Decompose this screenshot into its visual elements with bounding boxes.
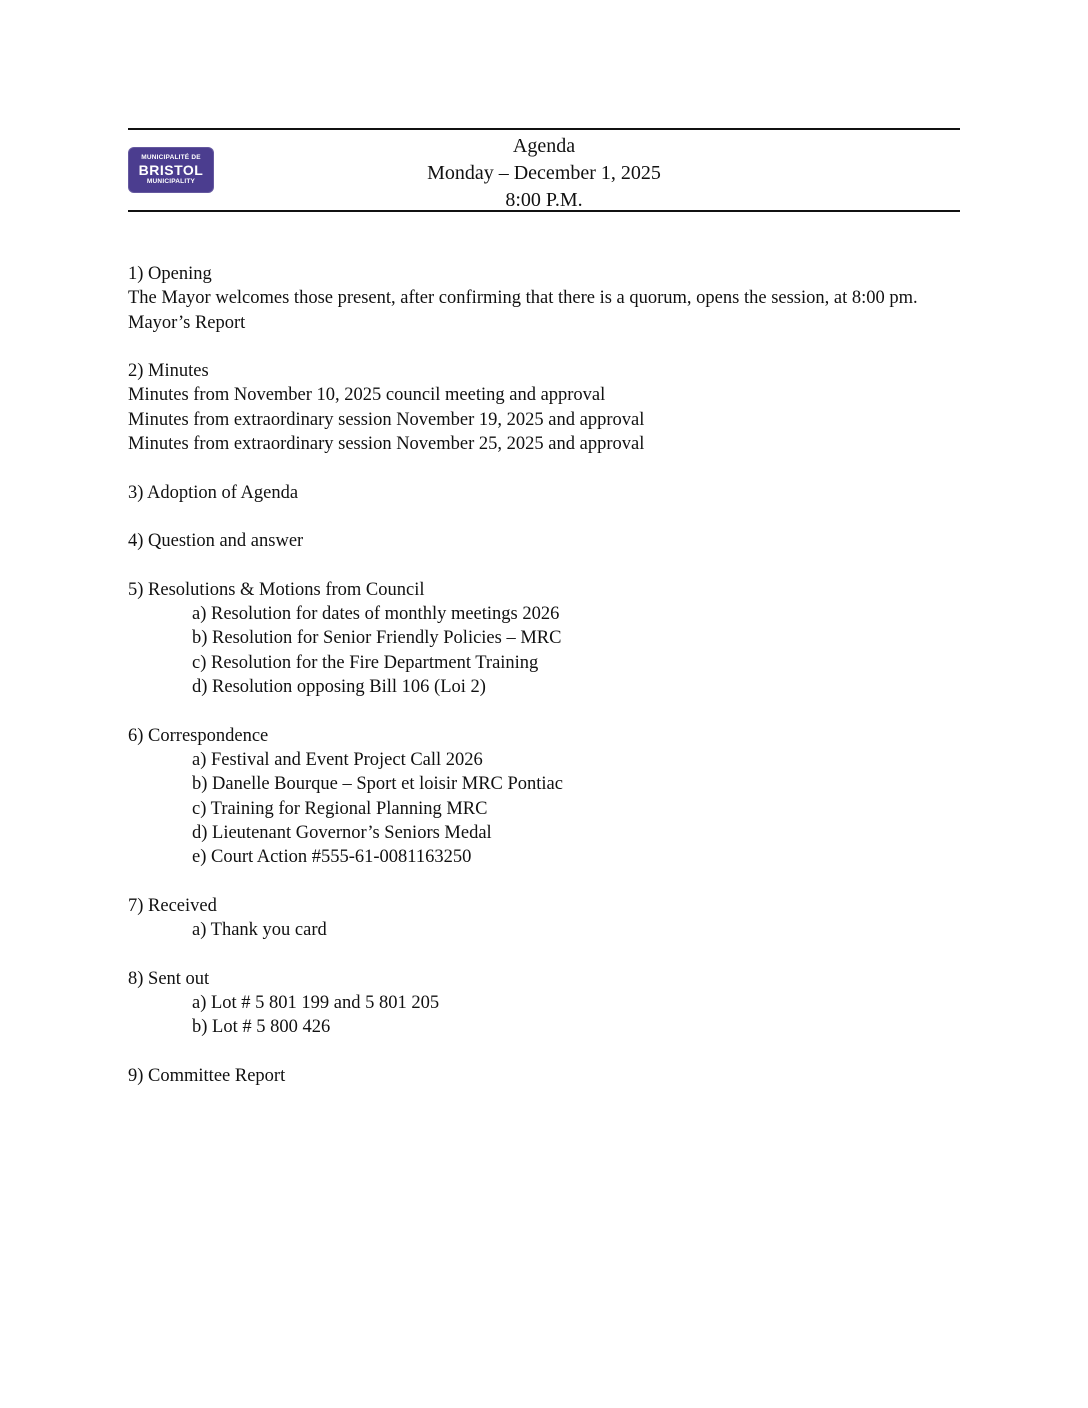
list-item: a) Festival and Event Project Call 2026 bbox=[192, 749, 483, 770]
section-heading: 2) Minutes bbox=[128, 361, 209, 382]
list-item: b) Danelle Bourque – Sport et loisir MRC Pontiac bbox=[192, 774, 563, 795]
section-heading: 3) Adoption of Agenda bbox=[128, 482, 299, 503]
list-item: c) Training for Regional Planning MRC bbox=[192, 798, 488, 819]
logo-line-3: MUNICIPALITY bbox=[146, 178, 196, 185]
list-item: a) Lot # 5 801 199 and 5 801 205 bbox=[192, 992, 440, 1013]
header-title-block bbox=[128, 133, 960, 214]
section-line: Minutes from extraordinary session November 25, 2025 and approval bbox=[128, 434, 645, 455]
section-heading: 5) Resolutions & Motions from Council bbox=[128, 579, 425, 600]
section-committee-report bbox=[128, 1064, 948, 1088]
list-item: a) Resolution for dates of monthly meetings 2026 bbox=[192, 604, 560, 625]
section-questions bbox=[128, 529, 948, 553]
list-item: a) Thank you card bbox=[192, 920, 327, 941]
section-minutes bbox=[128, 359, 948, 456]
list-item: d) Resolution opposing Bill 106 (Loi 2) bbox=[192, 677, 486, 698]
section-heading: 9) Committee Report bbox=[128, 1065, 286, 1086]
section-resolutions bbox=[128, 578, 948, 699]
meeting-time: 8:00 P.M. bbox=[505, 189, 583, 211]
list-item: d) Lieutenant Governor’s Seniors Medal bbox=[192, 822, 492, 843]
section-heading: 6) Correspondence bbox=[128, 725, 269, 746]
logo-line-1: MUNICIPALITÉ DE bbox=[141, 154, 201, 161]
agenda-body bbox=[128, 262, 948, 1112]
logo-line-2: BRISTOL bbox=[138, 162, 204, 178]
agenda-header bbox=[128, 128, 960, 212]
section-heading: 8) Sent out bbox=[128, 968, 210, 989]
section-sent-out bbox=[128, 967, 948, 1040]
section-line: Minutes from November 10, 2025 council meeting and approval bbox=[128, 385, 606, 406]
section-correspondence bbox=[128, 724, 948, 870]
list-item: e) Court Action #555-61-0081163250 bbox=[192, 847, 472, 868]
page-title: Agenda bbox=[512, 135, 576, 157]
list-item: c) Resolution for the Fire Department Training bbox=[192, 652, 539, 673]
list-item: b) Resolution for Senior Friendly Policies – MRC bbox=[192, 628, 562, 649]
section-line: Mayor’s Report bbox=[128, 312, 246, 333]
section-received bbox=[128, 894, 948, 943]
section-heading: 1) Opening bbox=[128, 264, 212, 284]
section-opening bbox=[128, 262, 948, 335]
section-heading: 4) Question and answer bbox=[128, 531, 304, 552]
section-line: Minutes from extraordinary session November 19, 2025 and approval bbox=[128, 409, 645, 430]
section-line: The Mayor welcomes those present, after confirming that there is a quorum, opens the session, at 8:00 pm. bbox=[128, 288, 918, 309]
section-heading: 7) Received bbox=[128, 895, 217, 916]
section-adoption bbox=[128, 481, 948, 505]
list-item: b) Lot # 5 800 426 bbox=[192, 1017, 331, 1038]
meeting-date: Monday – December 1, 2025 bbox=[427, 162, 661, 184]
